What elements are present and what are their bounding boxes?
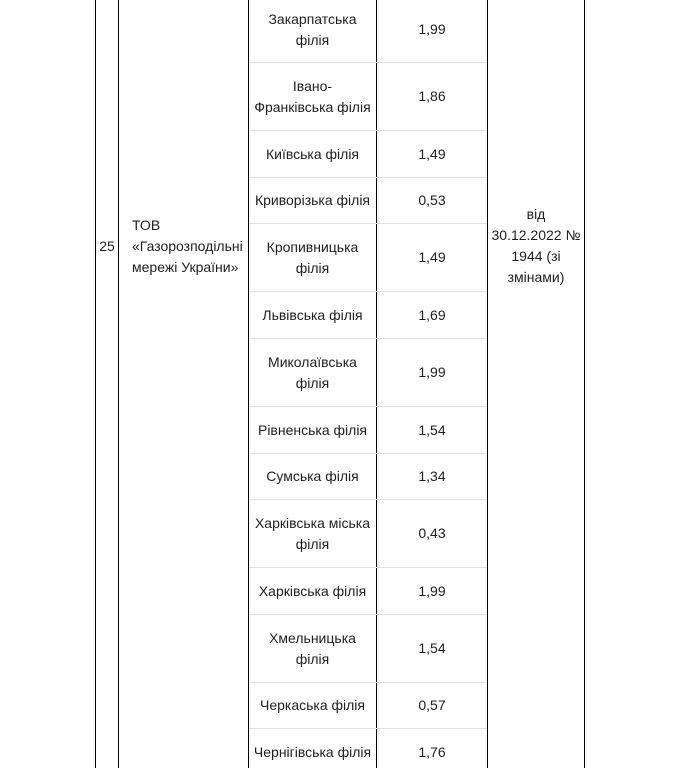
rate-value: 0,57 bbox=[418, 697, 446, 713]
branch-line: філія bbox=[295, 650, 330, 667]
order-line: 30.12.2022 № bbox=[491, 227, 581, 243]
order-line: 1944 (зі bbox=[511, 248, 561, 264]
branch-name bbox=[249, 178, 376, 223]
branch-name bbox=[249, 339, 376, 406]
branch-line: Львівська філія bbox=[262, 306, 363, 323]
branch-line: Кропивницька bbox=[266, 238, 359, 255]
order-line: змінами) bbox=[507, 269, 565, 285]
rate-value: 1,76 bbox=[418, 743, 446, 760]
rate-value: 1,54 bbox=[418, 421, 446, 438]
organization-name bbox=[119, 200, 249, 292]
organization-line: ТОВ bbox=[132, 216, 161, 233]
branch-name bbox=[249, 0, 376, 62]
organization-line: «Газорозподільні bbox=[132, 237, 243, 254]
rate-value: 1,54 bbox=[418, 640, 446, 656]
branch-name bbox=[249, 131, 376, 177]
row-number: 25 bbox=[99, 237, 115, 254]
column-border bbox=[118, 0, 119, 768]
rate-value: 1,86 bbox=[418, 88, 446, 104]
branch-name bbox=[249, 63, 376, 130]
branch-line: філія bbox=[295, 374, 330, 391]
branch-name bbox=[249, 729, 376, 775]
branch-line: Криворізька філія bbox=[254, 192, 371, 208]
organization-line: мережі України» bbox=[132, 258, 239, 275]
branch-line: філія bbox=[295, 31, 330, 48]
rate-value: 0,43 bbox=[418, 525, 446, 541]
branch-name bbox=[249, 454, 376, 499]
branch-name bbox=[249, 407, 376, 453]
branch-line: Черкаська філія bbox=[259, 697, 365, 713]
branch-line: Харківська філія bbox=[258, 582, 367, 599]
branch-line: Харківська міська bbox=[254, 514, 371, 531]
branch-line: Закарпатська bbox=[268, 10, 357, 27]
branch-line: філія bbox=[295, 535, 330, 552]
branch-line: філія bbox=[295, 259, 330, 276]
rate-value: 1,49 bbox=[418, 249, 446, 265]
branch-line: Франківська філія bbox=[254, 98, 371, 115]
rate-value: 1,34 bbox=[418, 468, 446, 484]
rate-value: 1,99 bbox=[418, 364, 446, 380]
branch-line: Рівненська філія bbox=[257, 421, 368, 438]
branch-line: Хмельницька bbox=[269, 629, 356, 646]
rate-value: 1,69 bbox=[418, 306, 446, 323]
branch-name bbox=[249, 683, 376, 728]
order-line: від bbox=[526, 206, 546, 222]
branch-line: Чернігівська філія bbox=[253, 743, 372, 760]
branch-line: Сумська філія bbox=[266, 468, 359, 484]
order-reference bbox=[488, 200, 584, 292]
column-border bbox=[584, 0, 585, 768]
branch-line: Івано- bbox=[292, 77, 333, 94]
branch-line: Миколаївська bbox=[268, 353, 357, 370]
branch-name bbox=[249, 500, 376, 567]
column-border bbox=[487, 0, 488, 768]
branch-name bbox=[249, 568, 376, 614]
branch-name bbox=[249, 224, 376, 291]
rate-value: 0,53 bbox=[418, 192, 446, 208]
rate-value: 1,99 bbox=[418, 582, 446, 599]
branch-name bbox=[249, 615, 376, 682]
rate-value: 1,49 bbox=[418, 145, 446, 162]
branch-line: Київська філія bbox=[265, 145, 360, 162]
branch-name bbox=[249, 292, 376, 338]
rate-value: 1,99 bbox=[418, 21, 446, 37]
column-border bbox=[95, 0, 96, 768]
